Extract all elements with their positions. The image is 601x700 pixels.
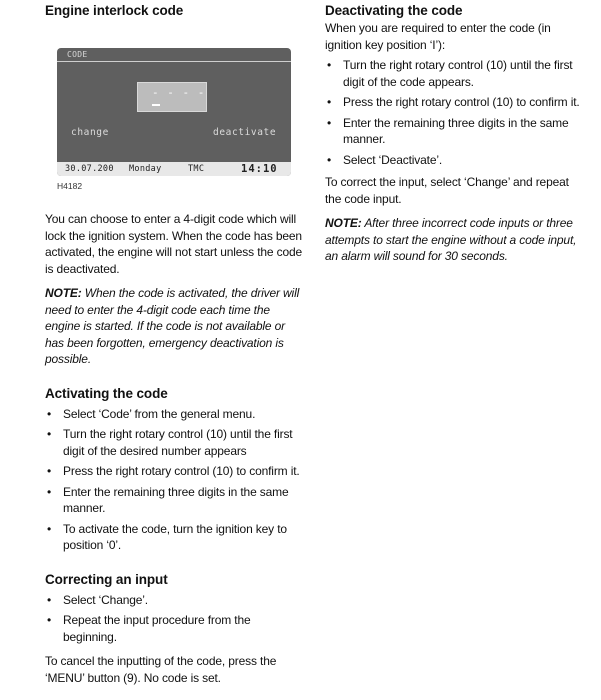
- note-text: When the code is activated, the driver will need to enter the 4-digit code each time the engine is started. If the code is not available or has been forgotten, emergency deactivation is possible.: [45, 286, 300, 366]
- screen-status-bar: [57, 162, 291, 176]
- list-item: • Select ‘Change’.: [45, 592, 303, 609]
- screen-deactivate-label: deactivate: [213, 127, 277, 138]
- list-item: • To activate the code, turn the ignition key to position ‘0’.: [45, 521, 303, 554]
- list-item: • Turn the right rotary control (10) until the first digit of the code appears.: [325, 57, 587, 90]
- deactivating-intro: When you are required to enter the code (in ignition key position ‘I’):: [325, 21, 551, 52]
- right-note-paragraph: [325, 215, 587, 265]
- screen-header: [57, 48, 291, 62]
- right-note-label: NOTE:: [325, 216, 362, 230]
- section-title-correcting: Correcting an input: [45, 571, 168, 587]
- list-item: • Enter the remaining three digits in the same manner.: [325, 115, 587, 148]
- note-label: NOTE:: [45, 286, 82, 300]
- status-time: 14:10: [241, 163, 278, 175]
- right-column: [325, 3, 587, 265]
- screen-header-label: CODE: [67, 50, 88, 59]
- right-note-text: After three incorrect code inputs or three attempts to start the engine without a code input, an alarm will sound for 30 seconds.: [325, 216, 577, 263]
- figure-id: H4182: [57, 181, 83, 191]
- list-item: • Repeat the input procedure from the beginning.: [45, 612, 303, 645]
- code-cursor: [152, 104, 160, 106]
- correcting-list: [45, 592, 303, 646]
- display-screen-figure: [57, 48, 291, 176]
- list-item: • Select ‘Deactivate’.: [325, 152, 587, 169]
- correct-input-paragraph: To correct the input, select ‘Change’ and repeat the code input.: [325, 175, 569, 206]
- cancel-paragraph: To cancel the inputting of the code, press the ‘MENU’ button (9). No code is set.: [45, 654, 277, 685]
- list-item: • Press the right rotary control (10) to confirm it.: [45, 463, 303, 480]
- activating-list: [45, 406, 303, 554]
- status-day: Monday: [129, 164, 162, 174]
- status-date: 30.07.200: [65, 164, 114, 174]
- section-title-activating: Activating the code: [45, 385, 168, 401]
- code-placeholder: - - - -: [152, 86, 206, 99]
- section-title-engine-interlock: Engine interlock code: [45, 3, 184, 18]
- list-item: • Turn the right rotary control (10) until the first digit of the desired number appears: [45, 426, 303, 459]
- intro-paragraph: You can choose to enter a 4-digit code which will lock the ignition system. When the code has been activated, the engine will not start unless the code is deactivated.: [45, 212, 303, 276]
- list-item: • Enter the remaining three digits in the same manner.: [45, 484, 303, 517]
- section-title-deactivating: Deactivating the code: [325, 3, 463, 18]
- deactivating-list: [325, 57, 587, 168]
- screen-change-label: change: [71, 127, 109, 138]
- list-item: • Press the right rotary control (10) to confirm it.: [325, 94, 587, 111]
- status-source: TMC: [188, 164, 205, 174]
- left-body: [45, 211, 303, 686]
- note-paragraph: [45, 285, 303, 368]
- list-item: • Select ‘Code’ from the general menu.: [45, 406, 303, 423]
- code-entry-box: [137, 82, 207, 112]
